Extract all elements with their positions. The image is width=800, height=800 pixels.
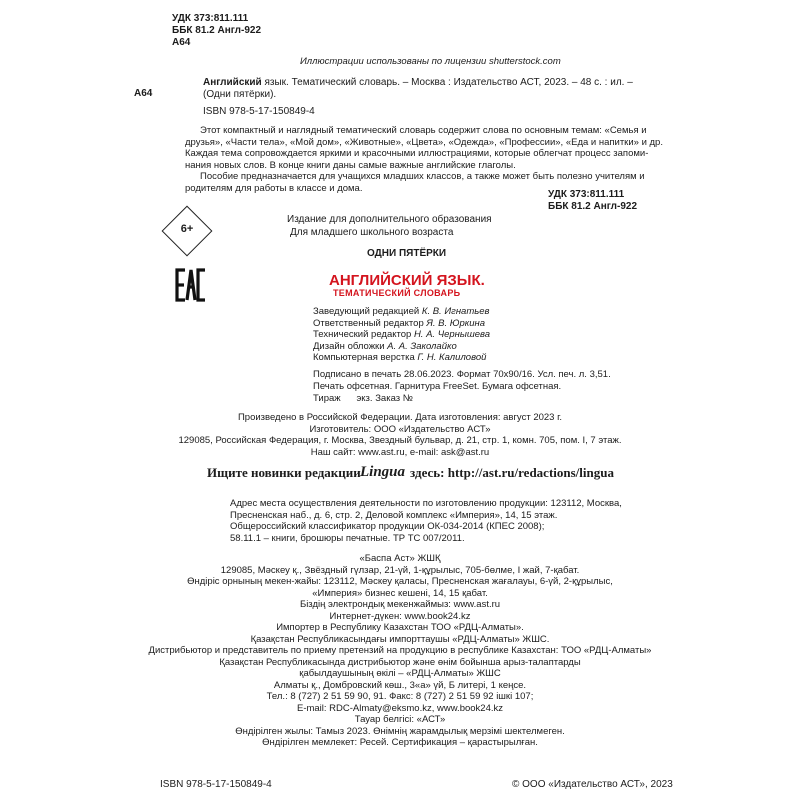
credit-row: Ответственный редактор Я. В. Юркина <box>313 317 486 329</box>
biblio-rest: язык. Тематический словарь. – Москва : Издательство АСТ, 2023. – 48 с. : ил. – <box>261 77 633 88</box>
lingua-logo: Lingua <box>360 464 406 480</box>
kz-line: Өндіріс орнының мекен-жайы: 123112, Мәскеу қаласы, Пресненская жағалауы, 6-үй, 2-құрылыс, <box>187 576 613 587</box>
book-title-main: АНГЛИЙСКИЙ ЯЗЫК. <box>329 272 485 289</box>
kz-line: Импортер в Республику Казахстан ТОО «РДЦ-Алматы». <box>276 622 524 633</box>
kz-line: 129085, Мәскеу қ., Звёздный гүлзар, 21-үй, 1-құрылыс, 705-бөлме, I жай, 7-қабат. <box>220 564 580 576</box>
abstract-line: родителям для работы в классе и дома. <box>185 182 363 194</box>
kz-line: Тауар белгісі: «АСТ» <box>354 714 446 725</box>
abstract-line: Пособие предназначается для учащихся младших классов, а также может быть полезно учителям и <box>200 171 645 182</box>
footer-isbn: ISBN 978-5-17-150849-4 <box>160 779 272 790</box>
print-info-2: Печать офсетная. Гарнитура FreeSet. Бумага офсетная. <box>313 381 562 392</box>
manufacturer-line: Изготовитель: ООО «Издательство АСТ» <box>309 423 491 435</box>
top-udk: УДК 373:811.111 <box>172 13 249 24</box>
manufacturer-line: Наш сайт: www.ast.ru, e-mail: ask@ast.ru <box>310 446 490 458</box>
bottom-udk: УДК 373:811.111 <box>548 189 625 200</box>
footer-copyright: © ООО «Издательство АСТ», 2023 <box>512 779 673 790</box>
abstract-line: Этот компактный и наглядный тематический словарь содержит слова по основным темам: «Семья и <box>200 125 647 136</box>
kz-line: Қазақстан Республикасында дистрибьютор және өнім бойынша арыз-талаптарды <box>219 656 581 668</box>
top-bbk: ББК 81.2 Англ-922 <box>172 25 262 36</box>
edition-note-2: Для младшего школьного возраста <box>290 227 454 238</box>
kz-line: «Баспа Аст» ЖШҚ <box>359 553 441 564</box>
edition-note-1: Издание для дополнительного образования <box>287 214 492 225</box>
print-info-3: Тираж экз. Заказ № <box>313 393 413 404</box>
address-line: Пресненская наб., д. 6, стр. 2, Деловой комплекс «Империя», 14, 15 этаж. <box>230 509 558 521</box>
print-info-1: Подписано в печать 28.06.2023. Формат 70x90/16. Усл. печ. л. 3,51. <box>313 369 611 380</box>
manufacturer-line: 129085, Российская Федерация, г. Москва, Звездный бульвар, д. 21, стр. 1, комн. 705, пом. I, 7 этаж. <box>178 435 622 446</box>
series-name: ОДНИ ПЯТЁРКИ <box>367 248 447 259</box>
credits <box>313 306 490 364</box>
credit-row: Компьютерная верстка Г. Н. Калиловой <box>313 352 487 363</box>
manufacturer <box>120 412 680 458</box>
kz-block <box>120 553 680 749</box>
kz-line: «Империя» бизнес кешені, 14, 15 қабат. <box>312 587 488 599</box>
abstract-line: Каждая тема сопровождается яркими и красочными иллюстрациями, которые облегчат процесс запоми- <box>185 148 649 159</box>
manufacturer-line: Произведено в Российской Федерации. Дата изготовления: август 2023 г. <box>237 412 563 423</box>
biblio-line2: (Одни пятёрки). <box>203 89 277 100</box>
abstract-line: друзья», «Части тела», «Мой дом», «Животные», «Цвета», «Одежда», «Профессии», «Еда и напитки» и др. <box>185 136 663 148</box>
kz-line: E-mail: RDC-Almaty@eksmo.kz, www.book24.kz <box>296 702 504 714</box>
address-block <box>230 498 622 544</box>
kz-line: Өндірілген жылы: Тамыз 2023. Өнімнің жарамдылық мерзімі шектелмеген. <box>235 725 565 737</box>
lingua-suffix: здесь: http://ast.ru/redactions/lingua <box>410 465 614 480</box>
biblio-isbn: ISBN 978-5-17-150849-4 <box>203 106 315 117</box>
credit-row: Дизайн обложки А. А. Заколайко <box>313 340 457 352</box>
credit-row: Технический редактор Н. А. Чернышева <box>313 329 491 340</box>
lingua-prefix: Ищите новинки редакции <box>207 465 361 480</box>
top-code: А64 <box>172 37 191 48</box>
kz-line: қабылдаушының өкілі – «РДЦ-Алматы» ЖШС <box>299 668 501 679</box>
book-title-sub: ТЕМАТИЧЕСКИЙ СЛОВАРЬ <box>333 288 461 298</box>
age-rating: 6+ <box>180 223 194 235</box>
biblio-code: А64 <box>134 88 153 99</box>
kz-line: Дистрибьютор и представитель по приему претензий на продукцию в республике Казахстан: ТОО «РДЦ-Алматы» <box>148 645 652 656</box>
biblio-title: Английский <box>203 77 262 88</box>
abstract-line: нания новых слов. В конце книги даны самые важные английские глаголы. <box>185 159 516 171</box>
eac-mark-icon <box>175 267 207 303</box>
biblio-line1 <box>203 77 633 89</box>
credit-row: Заведующий редакцией К. В. Игнатьев <box>313 306 490 317</box>
kz-line: Интернет-дүкен: www.book24.kz <box>329 610 471 622</box>
kz-line: Өндірілген мемлекет: Ресей. Сертификация – қарастырылған. <box>262 737 538 748</box>
kz-line: Қазақстан Республикасындағы импорттаушы «РДЦ-Алматы» ЖШС. <box>250 633 550 645</box>
kz-line: Біздің электрондық мекенжаймыз: www.ast.ru <box>299 599 501 610</box>
address-line: Адрес места осуществления деятельности по изготовлению продукции: 123112, Москва, <box>230 498 622 509</box>
kz-line: Тел.: 8 (727) 2 51 59 90, 91. Факс: 8 (727) 2 51 59 92 ішкі 107; <box>266 691 534 702</box>
address-line: Общероссийский классификатор продукции ОК-034-2014 (КПЕС 2008); <box>230 521 545 532</box>
address-line: 58.11.1 – книги, брошюры печатные. ТР ТС 007/2011. <box>230 532 465 544</box>
illustrations-note: Иллюстрации использованы по лицензии shutterstock.com <box>300 56 561 67</box>
bottom-bbk: ББК 81.2 Англ-922 <box>548 201 638 212</box>
kz-line: Алматы қ., Домбровский көш., 3«а» үй, Б литері, 1 кеңсе. <box>273 679 527 691</box>
abstract <box>185 125 663 194</box>
